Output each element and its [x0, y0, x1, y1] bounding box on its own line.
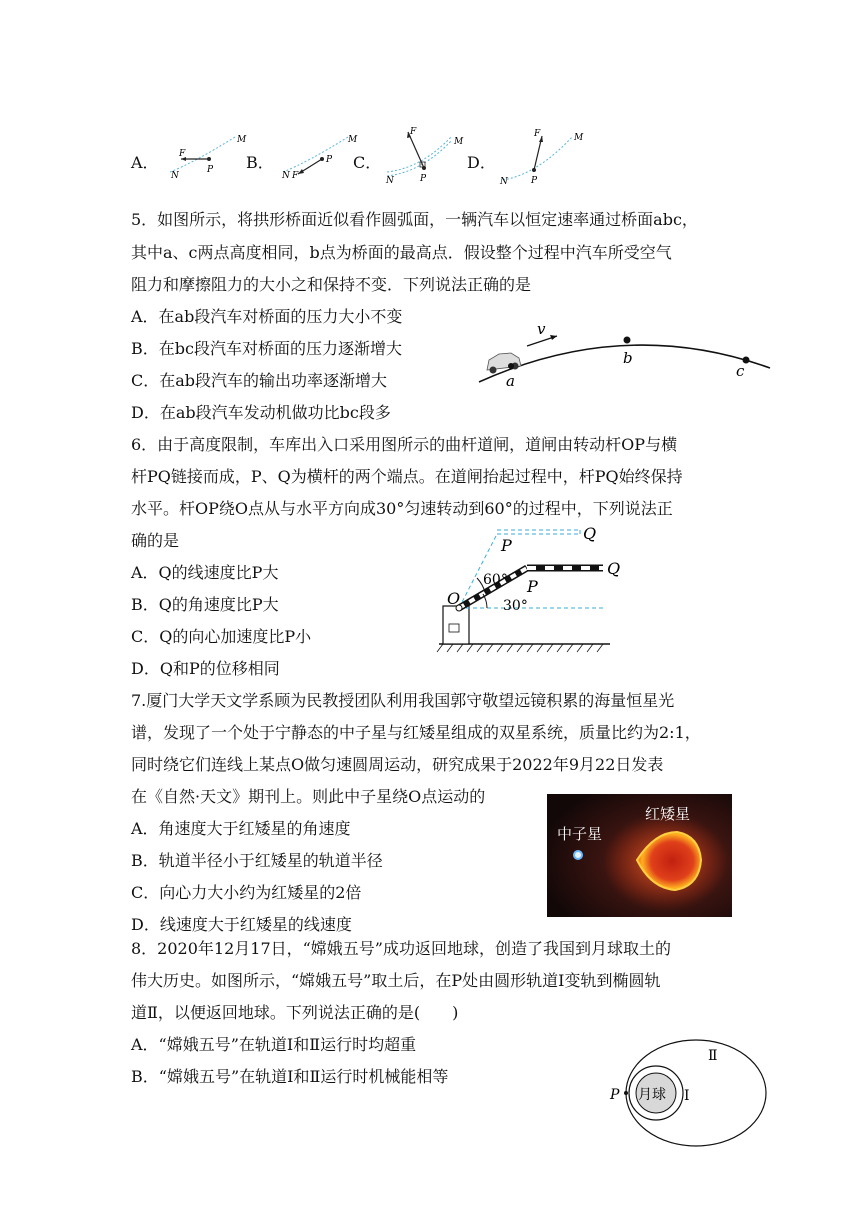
- svg-text:P: P: [531, 176, 538, 186]
- svg-text:红矮星: 红矮星: [645, 805, 691, 823]
- svg-text:P: P: [326, 155, 333, 165]
- svg-text:b: b: [623, 349, 633, 367]
- q8-option-b: B．“嫦娥五号”在轨道Ⅰ和Ⅱ运行时机械能相等: [131, 1067, 449, 1086]
- svg-text:P: P: [207, 165, 214, 175]
- svg-text:c: c: [736, 362, 745, 380]
- q4-option-d-figure: [498, 126, 583, 186]
- q8-stem-line-1: 8．2020年12月17日，“嫦娥五号”成功返回地球，创造了我国到月球取土的: [131, 939, 671, 958]
- q6-option-a: A．Q的线速度比P大: [131, 563, 279, 582]
- q8-stem-line-3: 道Ⅱ，以便返回地球。下列说法正确的是( ): [131, 1003, 459, 1022]
- svg-text:Q: Q: [583, 524, 597, 543]
- q7-stem-line-3: 同时绕它们连线上某点O做匀速圆周运动，研究成果于2022年9月22日发表: [131, 755, 664, 774]
- svg-text:M: M: [454, 137, 464, 147]
- q4-option-b-figure: [278, 132, 358, 182]
- svg-text:Ⅰ: Ⅰ: [684, 1088, 690, 1104]
- q5-option-d: D．在ab段汽车发动机做功比bc段多: [131, 403, 391, 422]
- q7-option-b: B．轨道半径小于红矮星的轨道半径: [131, 851, 383, 870]
- q6-stem-line-2: 杆PQ链接而成，P、Q为横杆的两个端点。在道闸抬起过程中，杆PQ始终保持: [131, 467, 683, 486]
- q4-option-a-letter: A．: [131, 153, 159, 172]
- svg-text:P: P: [527, 577, 538, 596]
- svg-text:30°: 30°: [503, 598, 528, 614]
- q8-option-a: A．“嫦娥五号”在轨道Ⅰ和Ⅱ运行时均超重: [131, 1035, 417, 1054]
- q5-stem-line-2: 其中a、c两点高度相同，b点为桥面的最高点．假设整个过程中汽车所受空气: [131, 243, 672, 262]
- q6-option-c: C．Q的向心加速度比P小: [131, 627, 312, 646]
- q6-stem-line-1: 6．由于高度限制，车库出入口采用图所示的曲杆道闸，道闸由转动杆OP与横: [131, 435, 678, 454]
- q5-stem-line-1: 5．如图所示，将拱形桥面近似看作圆弧面，一辆汽车以恒定速率通过桥面abc，: [131, 210, 698, 229]
- q6-stem-line-4: 确的是: [131, 531, 180, 550]
- q7-binary-star-image: [547, 794, 732, 917]
- svg-text:F: F: [292, 171, 299, 181]
- svg-text:60°: 60°: [483, 572, 508, 588]
- q6-option-d: D．Q和P的位移相同: [131, 659, 280, 678]
- q5-option-a: A．在ab段汽车对桥面的压力大小不变: [131, 307, 403, 326]
- q6-stem-line-3: 水平。杆OP绕O点从与水平方向成30°匀速转动到60°的过程中，下列说法正: [131, 499, 673, 518]
- svg-text:O: O: [447, 589, 461, 608]
- svg-text:v: v: [537, 320, 546, 338]
- q4-option-c-figure: [382, 124, 467, 184]
- svg-text:M: M: [574, 133, 584, 143]
- q4-option-d-letter: D．: [467, 153, 496, 172]
- q6-option-b: B．Q的角速度比P大: [131, 595, 279, 614]
- svg-text:Q: Q: [607, 559, 621, 578]
- q6-barrier-figure: [435, 520, 635, 660]
- svg-text:N: N: [386, 176, 394, 186]
- q5-bridge-figure: [475, 318, 775, 393]
- car-icon: [487, 353, 521, 374]
- q4-option-b-letter: B．: [246, 153, 274, 172]
- q8-orbit-figure: [606, 1038, 776, 1148]
- svg-text:中子星: 中子星: [557, 825, 603, 843]
- neutron-star: [574, 851, 582, 859]
- svg-text:P: P: [610, 1087, 620, 1103]
- q7-option-a: A．角速度大于红矮星的角速度: [131, 819, 351, 838]
- q7-stem-line-4: 在《自然·天文》期刊上。则此中子星绕O点运动的: [131, 787, 486, 806]
- q7-option-d: D．线速度大于红矮星的线速度: [131, 915, 352, 934]
- svg-text:N: N: [282, 171, 290, 181]
- q4-option-c-letter: C．: [353, 153, 382, 172]
- svg-text:F: F: [410, 127, 417, 137]
- svg-text:a: a: [506, 372, 515, 390]
- q7-option-c: C．向心力大小约为红矮星的2倍: [131, 883, 362, 902]
- svg-text:P: P: [420, 174, 427, 184]
- svg-text:P: P: [501, 536, 512, 555]
- svg-text:Ⅱ: Ⅱ: [708, 1048, 718, 1064]
- q7-stem-line-2: 谱，发现了一个处于宁静态的中子星与红矮星组成的双星系统，质量比约为2:1，: [131, 723, 701, 742]
- svg-text:N: N: [500, 177, 508, 187]
- svg-text:M: M: [348, 135, 358, 145]
- q4-option-a-figure: [165, 132, 245, 182]
- q5-option-b: B．在bc段汽车对桥面的压力逐渐增大: [131, 339, 402, 358]
- q5-stem-line-3: 阻力和摩擦阻力的大小之和保持不变．下列说法正确的是: [131, 275, 532, 294]
- q8-stem-line-2: 伟大历史。如图所示，“嫦娥五号”取土后，在P处由圆形轨道Ⅰ变轨到椭圆轨: [131, 971, 661, 990]
- svg-text:月球: 月球: [638, 1087, 666, 1103]
- q7-stem-line-1: 7.厦门大学天文学系顾为民教授团队利用我国郭守敬望远镜积累的海量恒星光: [131, 691, 675, 710]
- svg-text:F: F: [179, 149, 186, 159]
- svg-text:F: F: [534, 129, 541, 139]
- svg-text:M: M: [237, 135, 247, 145]
- q5-option-c: C．在ab段汽车的输出功率逐渐增大: [131, 371, 388, 390]
- svg-text:N: N: [171, 171, 179, 181]
